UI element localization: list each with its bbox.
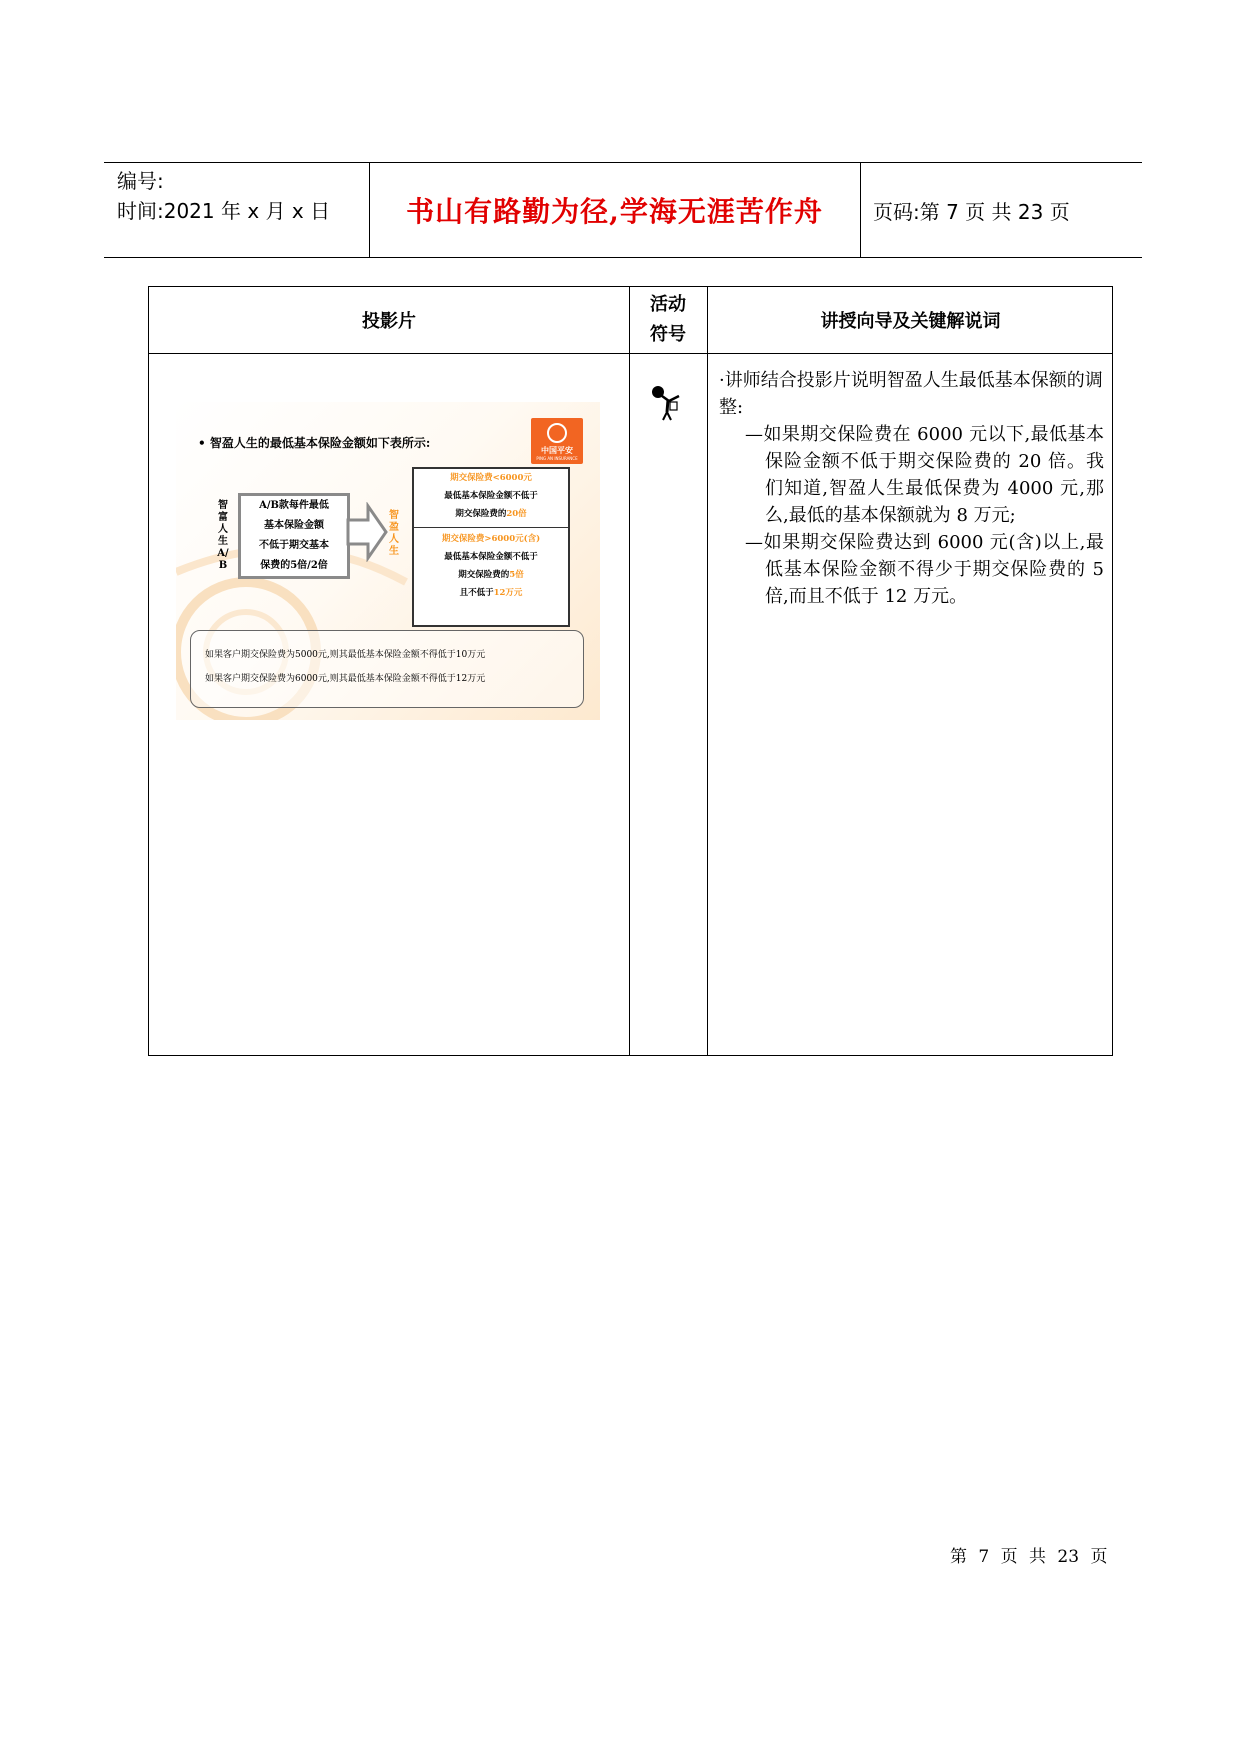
case1-line: 最低基本保险金额不低于 (444, 491, 538, 501)
column-divider (629, 287, 630, 1055)
logo-text: 中国平安 (541, 446, 573, 455)
header-motto: 书山有路勤为径,学海无涯苦作舟 (406, 194, 823, 228)
ping-an-logo (531, 418, 583, 464)
footer-page-number: 第 7 页 共 23 页 (950, 1547, 1108, 1567)
case-divider (414, 527, 568, 528)
case2-line: 期交保险费的5倍 (458, 570, 524, 580)
case1-heading: 期交保险费<6000元 (450, 473, 532, 483)
zy-requirement-box (412, 467, 570, 627)
serial-label: 编号: (117, 169, 164, 193)
case2-heading: 期交保险费>6000元(含) (441, 534, 541, 544)
header-meta (117, 166, 330, 226)
example-line: 如果客户期交保险费为6000元,则其最低基本保险金额不得低于12万元 (205, 674, 486, 684)
case1-line: 期交保险费的20倍 (455, 509, 527, 519)
notes-item: —如果期交保险费达到 6000 元(含)以上,最低基本保险金额不得少于期交保险费的 5 倍,而且不低于 12 万元。 (745, 532, 1104, 607)
logo-emblem-icon (547, 423, 567, 443)
notes-item: —如果期交保险费在 6000 元以下,最低基本保险金额不低于期交保险费的 20 倍。我们知道,智盈人生最低保费为 4000 元,那么,最低的基本保额就为 8 万元; (745, 424, 1104, 526)
notes-intro: ·讲师结合投影片说明智盈人生最低基本保额的调整: (719, 370, 1103, 418)
product-label-ab: 智富人生A/B (217, 500, 229, 571)
header-row-divider (149, 353, 1112, 354)
column-header-slide: 投影片 (362, 311, 416, 332)
examples-box (190, 630, 584, 708)
column-divider (707, 287, 708, 1055)
time-label: 时间:2021 年 x 月 x 日 (117, 199, 331, 223)
header-bottom-rule (104, 257, 1142, 258)
lecture-notes (719, 367, 1104, 610)
example-line: 如果客户期交保险费为5000元,则其最低基本保险金额不得低于10万元 (205, 650, 486, 660)
ab-line: A/B款每件最低 (259, 500, 329, 511)
case2-line: 最低基本保险金额不低于 (444, 552, 538, 562)
slide-title: • 智盈人生的最低基本保险金额如下表所示: (198, 436, 431, 450)
ab-requirement-box (238, 493, 350, 579)
column-header-activity (629, 287, 707, 353)
header-divider (860, 162, 861, 257)
logo-subtext: PING AN INSURANCE (536, 456, 578, 461)
column-header-notes: 讲授向导及关键解说词 (820, 311, 1001, 332)
presenter-pointing-icon (648, 382, 688, 422)
case2-line: 且不低于12万元 (459, 588, 523, 598)
ab-line: 不低于期交基本 (259, 540, 329, 551)
ab-line: 基本保险金额 (264, 520, 324, 531)
header-page-number: 页码:第 7 页 共 23 页 (873, 200, 1070, 224)
ab-line: 保费的5倍/2倍 (260, 560, 328, 571)
embedded-slide (176, 402, 600, 720)
right-arrow-icon (346, 502, 390, 562)
product-label-zy: 智盈人生 (389, 510, 399, 557)
activity-header-text: 活动 符号 (650, 294, 686, 345)
